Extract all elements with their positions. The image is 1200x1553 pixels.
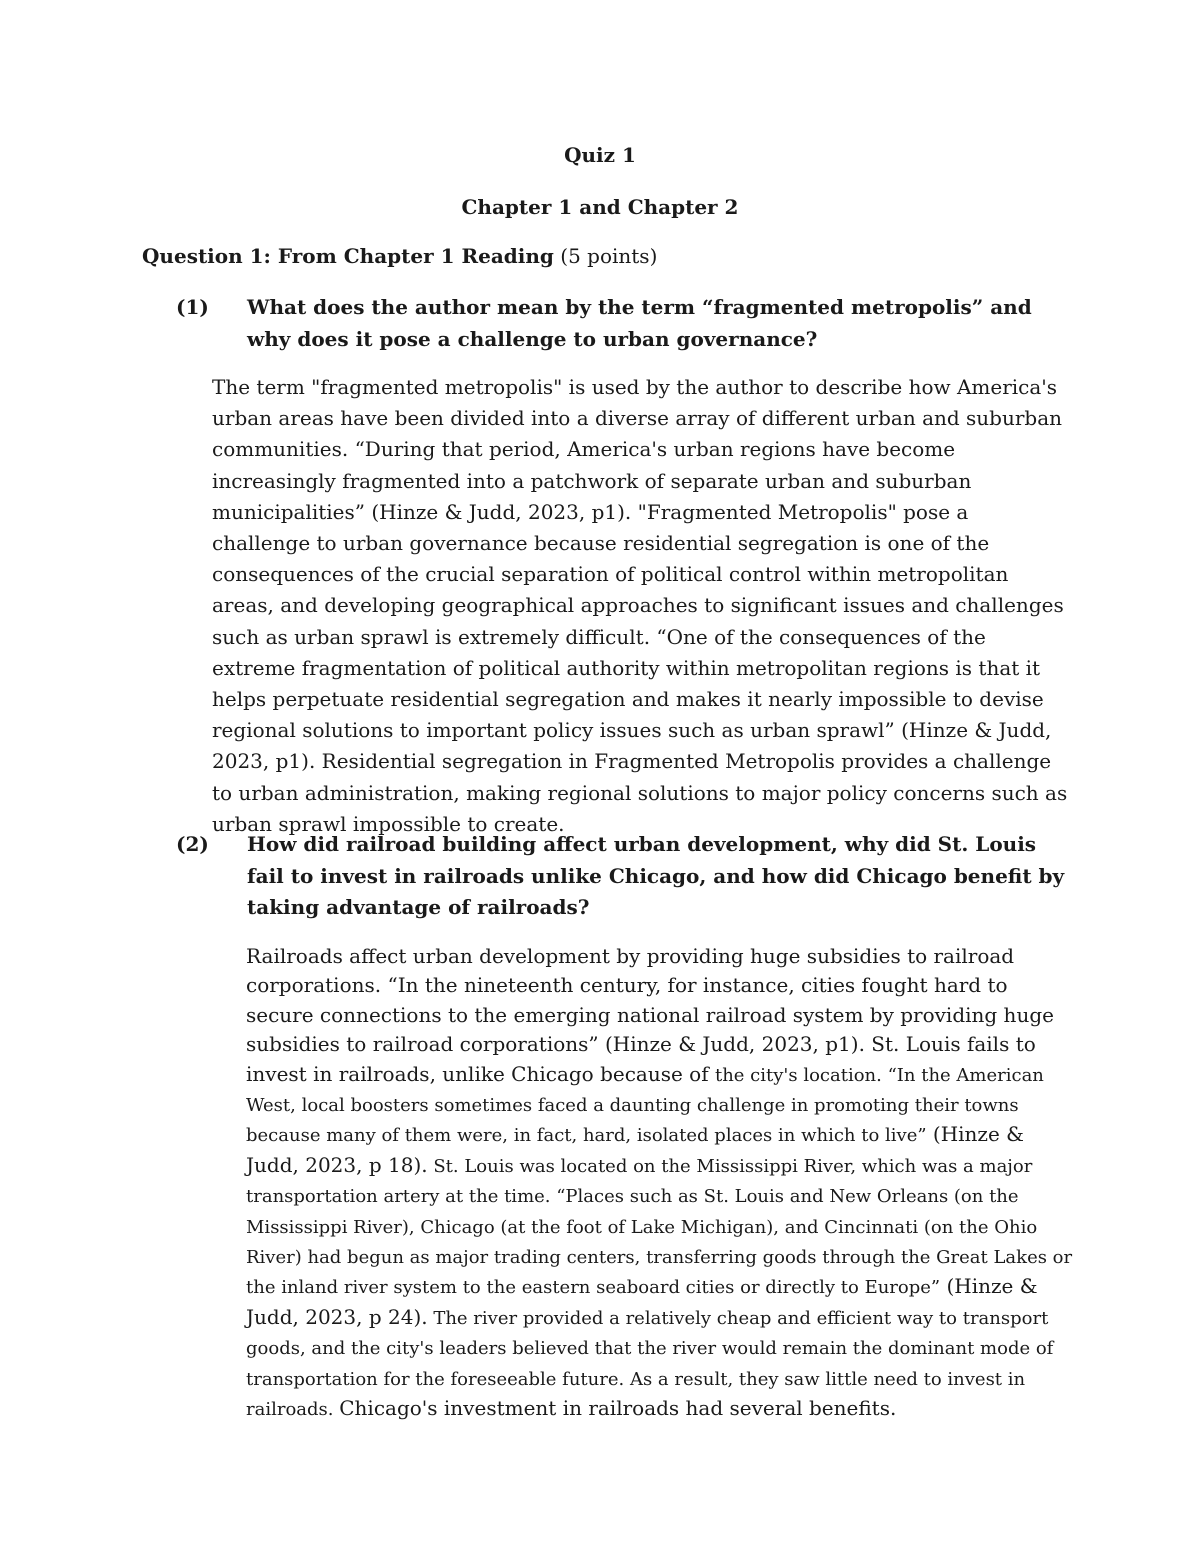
question-label: Question 1: From Chapter 1 Reading <box>142 244 554 268</box>
question-points: (5 points) <box>553 244 658 268</box>
item-question-2: How did railroad building affect urban development, why did St. Louis fail to invest in railroads unlike Chicago, and how did Chicago benefit by taking advantage of railroads? <box>247 832 1065 919</box>
question-heading <box>142 244 657 268</box>
answer-2-part-4: The river provided a relatively cheap and efficient way to transport goods, and the city's leaders believed that the river would remain the dominant mode of transportation for the foreseeable future. As a result, they saw little need to invest in railroads. <box>246 1307 1054 1421</box>
item-answer-2 <box>246 942 1076 1425</box>
answer-2-part-2: the city's location. “In the American West, local boosters sometimes faced a daunting challenge in promoting their towns because many of them were, in fact, hard, isolated places in which to live” <box>246 1064 1044 1147</box>
item-number-2: (2) <box>176 832 209 856</box>
answer-2-citation-1: (Hinze & Judd, 2023, p 18). <box>246 1122 1024 1177</box>
document-title: Quiz 1 <box>564 143 636 167</box>
document-subtitle: Chapter 1 and Chapter 2 <box>461 195 739 219</box>
answer-2-part-1: Railroads affect urban development by providing huge subsidies to railroad corporations. “In the nineteenth century, for instance, cities fought hard to secure connections to the emerging national railroad system by providing huge subsidies to railroad corporations” (Hinze & Judd, 2023, p1). St. Louis fails to invest in railroads, unlike Chicago because of <box>246 944 1054 1086</box>
item-question-1: What does the author mean by the term “fragmented metropolis” and why does it pose a challenge to urban governance? <box>247 295 1032 351</box>
answer-2-part-5: Chicago's investment in railroads had several benefits. <box>339 1396 897 1421</box>
item-answer-1: The term "fragmented metropolis" is used by the author to describe how America's urban areas have been divided into a diverse array of different urban and suburban communities. “During that period, America's urban regions have become increasingly fragmented into a patchwork of separate urban and suburban municipalities” (Hinze & Judd, 2023, p1). "Fragmented Metropolis" pose a challenge to urban governance because residential segregation is one of the consequences of the crucial separation of political control within metropolitan areas, and developing geographical approaches to significant issues and challenges such as urban sprawl is extremely difficult. “One of the consequences of the extreme fragmentation of political authority within metropolitan regions is that it helps perpetuate residential segregation and makes it nearly impossible to devise regional solutions to important policy issues such as urban sprawl” (Hinze & Judd, 2023, p1). Residential segregation in Fragmented Metropolis provides a challenge to urban administration, making regional solutions to major policy concerns such as urban sprawl impossible to create. <box>212 375 1068 836</box>
answer-2-part-3: St. Louis was located on the Mississippi River, which was a major transportation artery at the time. “Places such as St. Louis and New Orleans (on the Mississippi River), Chicago (at the foot of Lake Michigan), and Cincinnati (on the Ohio River) had begun as major trading centers, transferring goods through the Great Lakes or the inland river system to the eastern seaboard cities or directly to Europe” <box>246 1155 1073 1299</box>
answer-2-citation-2: (Hinze & Judd, 2023, p 24). <box>246 1274 1038 1329</box>
item-number-1: (1) <box>176 295 209 319</box>
